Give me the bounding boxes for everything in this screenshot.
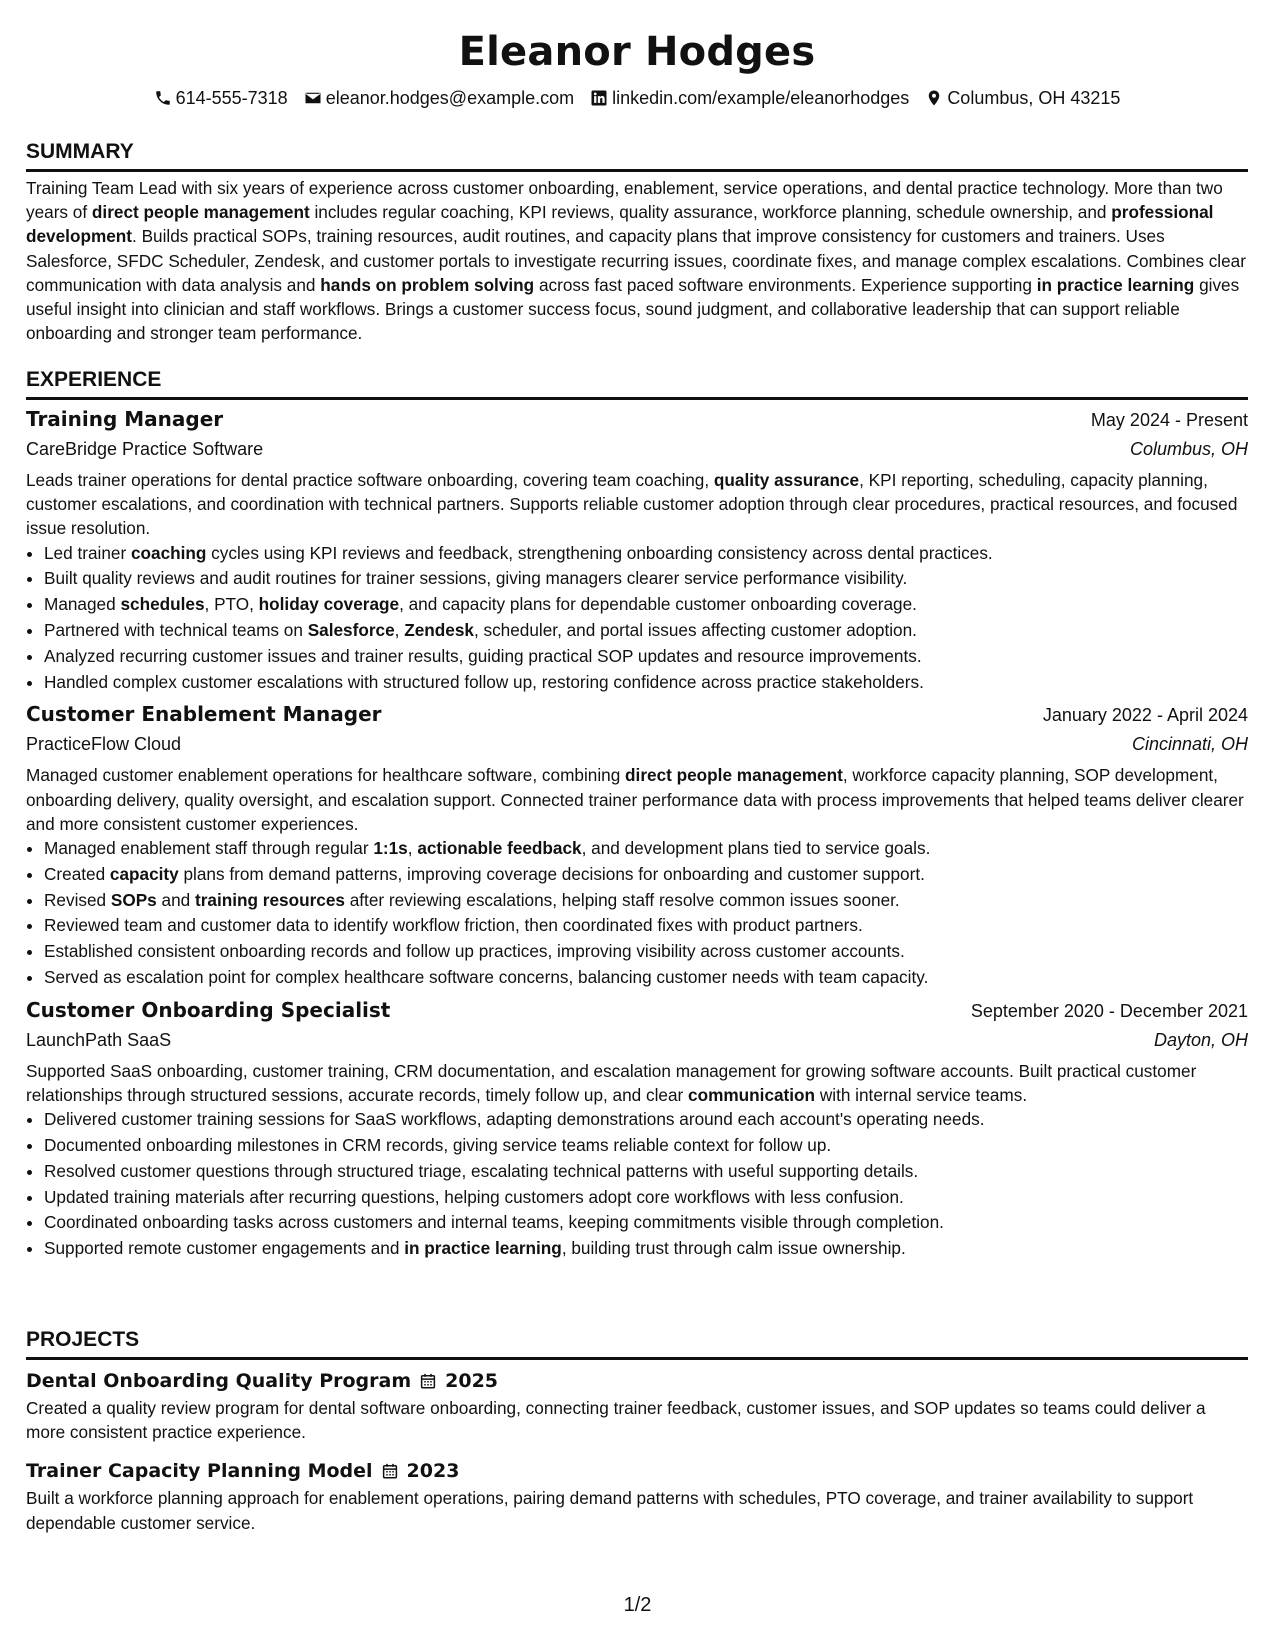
text-run: , PTO,: [204, 594, 259, 615]
text-run: , and capacity plans for dependable customer onboarding coverage.: [399, 594, 917, 615]
project-description: Built a workforce planning approach for enablement operations, pairing demand patterns with schedules, PTO coverage, and trainer availability to support dependable customer service.: [26, 1488, 1194, 1533]
text-run: Training Team Lead with six years of experience across customer onboarding, enablement, service operations, and dental practice technology. More than two years of: [26, 178, 1223, 223]
job-location: Columbus, OH: [1129, 439, 1248, 459]
projects-section: [26, 1326, 1248, 1535]
text-run: Established consistent onboarding records and follow up practices, improving visibility across customer accounts.: [44, 941, 905, 962]
job-entry: [26, 699, 1248, 990]
job-description: [26, 1059, 1248, 1107]
bullet-item: [44, 541, 1248, 567]
emphasis-text: communication: [688, 1084, 816, 1105]
emphasis-text: quality assurance: [713, 470, 860, 490]
project-title: Trainer Capacity Planning Model: [26, 1460, 373, 1483]
job-title: Customer Onboarding Specialist: [26, 997, 391, 1022]
text-run: Handled complex customer escalations with structured follow up, restoring confidence across practice stakeholders.: [44, 671, 924, 692]
text-run: Supported remote customer engagements and: [44, 1238, 405, 1259]
text-run: , KPI reporting, scheduling, capacity planning, customer escalations, and coordination with technical partners. Supports reliable customer adoption through clear procedures, practical resources, and focused issue resolution.: [26, 470, 1238, 539]
job-company: LaunchPath SaaS: [26, 1029, 172, 1050]
contact-linkedin[interactable]: [590, 86, 909, 110]
bullet-item: [44, 1210, 1248, 1236]
emphasis-text: Salesforce: [307, 620, 395, 640]
resume-page: [26, 20, 1248, 1533]
bullet-item: [44, 1236, 1248, 1262]
emphasis-text: holiday coverage: [258, 594, 400, 615]
calendar-icon: [419, 1372, 437, 1390]
contact-email[interactable]: [304, 86, 574, 110]
job-bullets: [26, 836, 1248, 991]
linkedin-icon: [590, 89, 608, 107]
text-run: Managed: [44, 594, 121, 615]
text-run: Resolved customer questions through structured triage, escalating technical patterns with useful supporting details.: [44, 1160, 919, 1181]
emphasis-text: actionable feedback: [417, 838, 582, 858]
section-title-summary: SUMMARY: [26, 138, 1248, 172]
candidate-name: Eleanor Hodges: [458, 29, 816, 75]
summary-section: [26, 138, 1248, 345]
email-text: eleanor.hodges@example.com: [325, 88, 575, 108]
text-run: across fast paced software environments. Experience supporting: [534, 274, 1037, 295]
bullet-item: [44, 836, 1248, 862]
text-run: includes regular coaching, KPI reviews, quality assurance, workforce planning, schedule ownership, and: [309, 202, 1112, 223]
bullet-item: [44, 862, 1248, 888]
text-run: after reviewing escalations, helping staff resolve common issues sooner.: [344, 889, 900, 910]
job-company: CareBridge Practice Software: [26, 439, 264, 459]
bullet-item: [44, 566, 1248, 592]
contact-phone: [154, 86, 288, 110]
job-entry: [26, 995, 1248, 1262]
job-title: Training Manager: [26, 407, 224, 431]
project-entry: [26, 1456, 1248, 1534]
page-number: 1/2: [623, 1594, 652, 1616]
location-pin-icon: [925, 89, 943, 107]
job-description: [26, 763, 1248, 836]
job-company: PracticeFlow Cloud: [26, 734, 182, 755]
emphasis-text: training resources: [194, 889, 345, 910]
experience-section: [26, 366, 1248, 1262]
emphasis-text: in practice learning: [1036, 274, 1195, 295]
job-location: Cincinnati, OH: [1131, 734, 1248, 755]
phone-text: 614-555-7318: [175, 88, 288, 108]
text-run: ,: [407, 838, 418, 858]
job-dates: January 2022 - April 2024: [1042, 705, 1248, 726]
text-run: cycles using KPI reviews and feedback, strengthening onboarding consistency across dental practices.: [206, 542, 993, 563]
bullet-item: [44, 670, 1248, 696]
section-title-experience: EXPERIENCE: [26, 366, 1248, 400]
text-run: , scheduler, and portal issues affecting customer adoption.: [473, 620, 917, 640]
job-location: Dayton, OH: [1153, 1029, 1248, 1050]
text-run: , building trust through calm issue ownership.: [561, 1238, 906, 1259]
bullet-item: [44, 913, 1248, 939]
bullet-item: [44, 618, 1248, 644]
text-run: Served as escalation point for complex healthcare software concerns, balancing customer needs with team capacity.: [44, 966, 929, 987]
text-run: Supported SaaS onboarding, customer training, CRM documentation, and escalation management for growing software accounts. Built practical customer relationships through structured sessions, accurate records, timely follow up, and clear: [26, 1060, 1197, 1105]
text-run: Managed enablement staff through regular: [44, 838, 374, 858]
project-title: Dental Onboarding Quality Program: [26, 1370, 412, 1392]
section-title-projects: PROJECTS: [26, 1326, 1248, 1360]
bullet-item: [44, 1159, 1248, 1185]
text-run: . Builds practical SOPs, training resources, audit routines, and capacity plans that improve consistency for customers and trainers. Uses Salesforce, SFDC Scheduler, Zendesk, and customer portals to investigate recurring issues, coordinate fixes, and manage complex escalations. Combines clear communication with data analysis and: [26, 226, 1246, 295]
emphasis-text: in practice learning: [404, 1238, 562, 1259]
emphasis-text: SOPs: [110, 889, 157, 910]
text-run: plans from demand patterns, improving coverage decisions for onboarding and customer support.: [178, 863, 925, 884]
project-description: Created a quality review program for dental software onboarding, connecting trainer feedback, customer issues, and SOP updates so teams could deliver a more consistent practice experience.: [26, 1398, 1206, 1443]
job-bullets: [26, 1107, 1248, 1262]
phone-icon: [154, 89, 172, 107]
bullet-item: [44, 1133, 1248, 1159]
emphasis-text: 1:1s: [373, 838, 408, 858]
text-run: Analyzed recurring customer issues and trainer results, guiding practical SOP updates and resource improvements.: [44, 645, 922, 666]
bullet-item: [44, 592, 1248, 618]
text-run: with internal service teams.: [815, 1084, 1028, 1105]
summary-text: [26, 176, 1248, 345]
text-run: gives useful insight into clinician and staff workflows. Brings a customer success focus, sound judgment, and collaborative leadership that can support reliable onboarding and stronger team performance.: [26, 274, 1240, 344]
bullet-item: [44, 965, 1248, 991]
text-run: Reviewed team and customer data to identify workflow friction, then coordinated fixes with product partners.: [44, 915, 863, 936]
job-dates: May 2024 - Present: [1090, 410, 1248, 430]
text-run: Delivered customer training sessions for SaaS workflows, adapting demonstrations around each account's operating needs.: [44, 1109, 985, 1130]
emphasis-text: schedules: [120, 594, 205, 615]
contact-location: [925, 86, 1120, 110]
text-run: Led trainer: [44, 542, 131, 563]
job-dates: September 2020 - December 2021: [970, 1000, 1248, 1021]
project-year: 2025: [445, 1370, 499, 1392]
project-year: 2023: [406, 1460, 460, 1483]
text-run: Documented onboarding milestones in CRM records, giving service teams reliable context for follow up.: [44, 1134, 832, 1155]
job-description: [26, 468, 1248, 541]
text-run: Updated training materials after recurring questions, helping customers adopt core workflows with less confusion.: [44, 1186, 904, 1207]
job-bullets: [26, 541, 1248, 696]
emphasis-text: direct people management: [625, 765, 843, 786]
envelope-icon: [304, 89, 322, 107]
contact-bar: [26, 86, 1248, 110]
bullet-item: [44, 888, 1248, 914]
text-run: , workforce capacity planning, SOP development, onboarding delivery, quality oversight, and escalation support. Connected trainer performance data with process improvements that helped teams deliver clearer and more consistent customer experiences.: [26, 765, 1244, 834]
text-run: Created: [44, 863, 110, 884]
text-run: Revised: [44, 889, 111, 910]
location-text: Columbus, OH 43215: [947, 88, 1121, 108]
calendar-icon: [381, 1462, 399, 1480]
text-run: ,: [394, 620, 405, 640]
text-run: Partnered with technical teams on: [44, 620, 308, 640]
text-run: Coordinated onboarding tasks across customers and internal teams, keeping commitments visible through completion.: [44, 1212, 944, 1233]
bullet-item: [44, 1185, 1248, 1211]
emphasis-text: capacity: [109, 863, 179, 884]
text-run: Built quality reviews and audit routines for trainer sessions, giving managers clearer service performance visibility.: [44, 568, 908, 589]
project-entry: [26, 1366, 1248, 1444]
emphasis-text: direct people management: [91, 202, 310, 223]
bullet-item: [44, 1107, 1248, 1133]
linkedin-text: linkedin.com/example/eleanorhodges: [612, 88, 910, 108]
job-title: Customer Enablement Manager: [26, 702, 382, 727]
emphasis-text: Zendesk: [404, 620, 474, 640]
text-run: and: [156, 889, 195, 910]
bullet-item: [44, 939, 1248, 965]
bullet-item: [44, 644, 1248, 670]
emphasis-text: hands on problem solving: [320, 274, 535, 295]
job-entry: [26, 404, 1248, 695]
emphasis-text: coaching: [130, 542, 207, 563]
text-run: , and development plans tied to service goals.: [581, 838, 931, 858]
emphasis-text: professional development: [26, 202, 1214, 247]
text-run: Leads trainer operations for dental practice software onboarding, covering team coaching,: [26, 470, 714, 490]
text-run: Managed customer enablement operations for healthcare software, combining: [26, 765, 626, 786]
